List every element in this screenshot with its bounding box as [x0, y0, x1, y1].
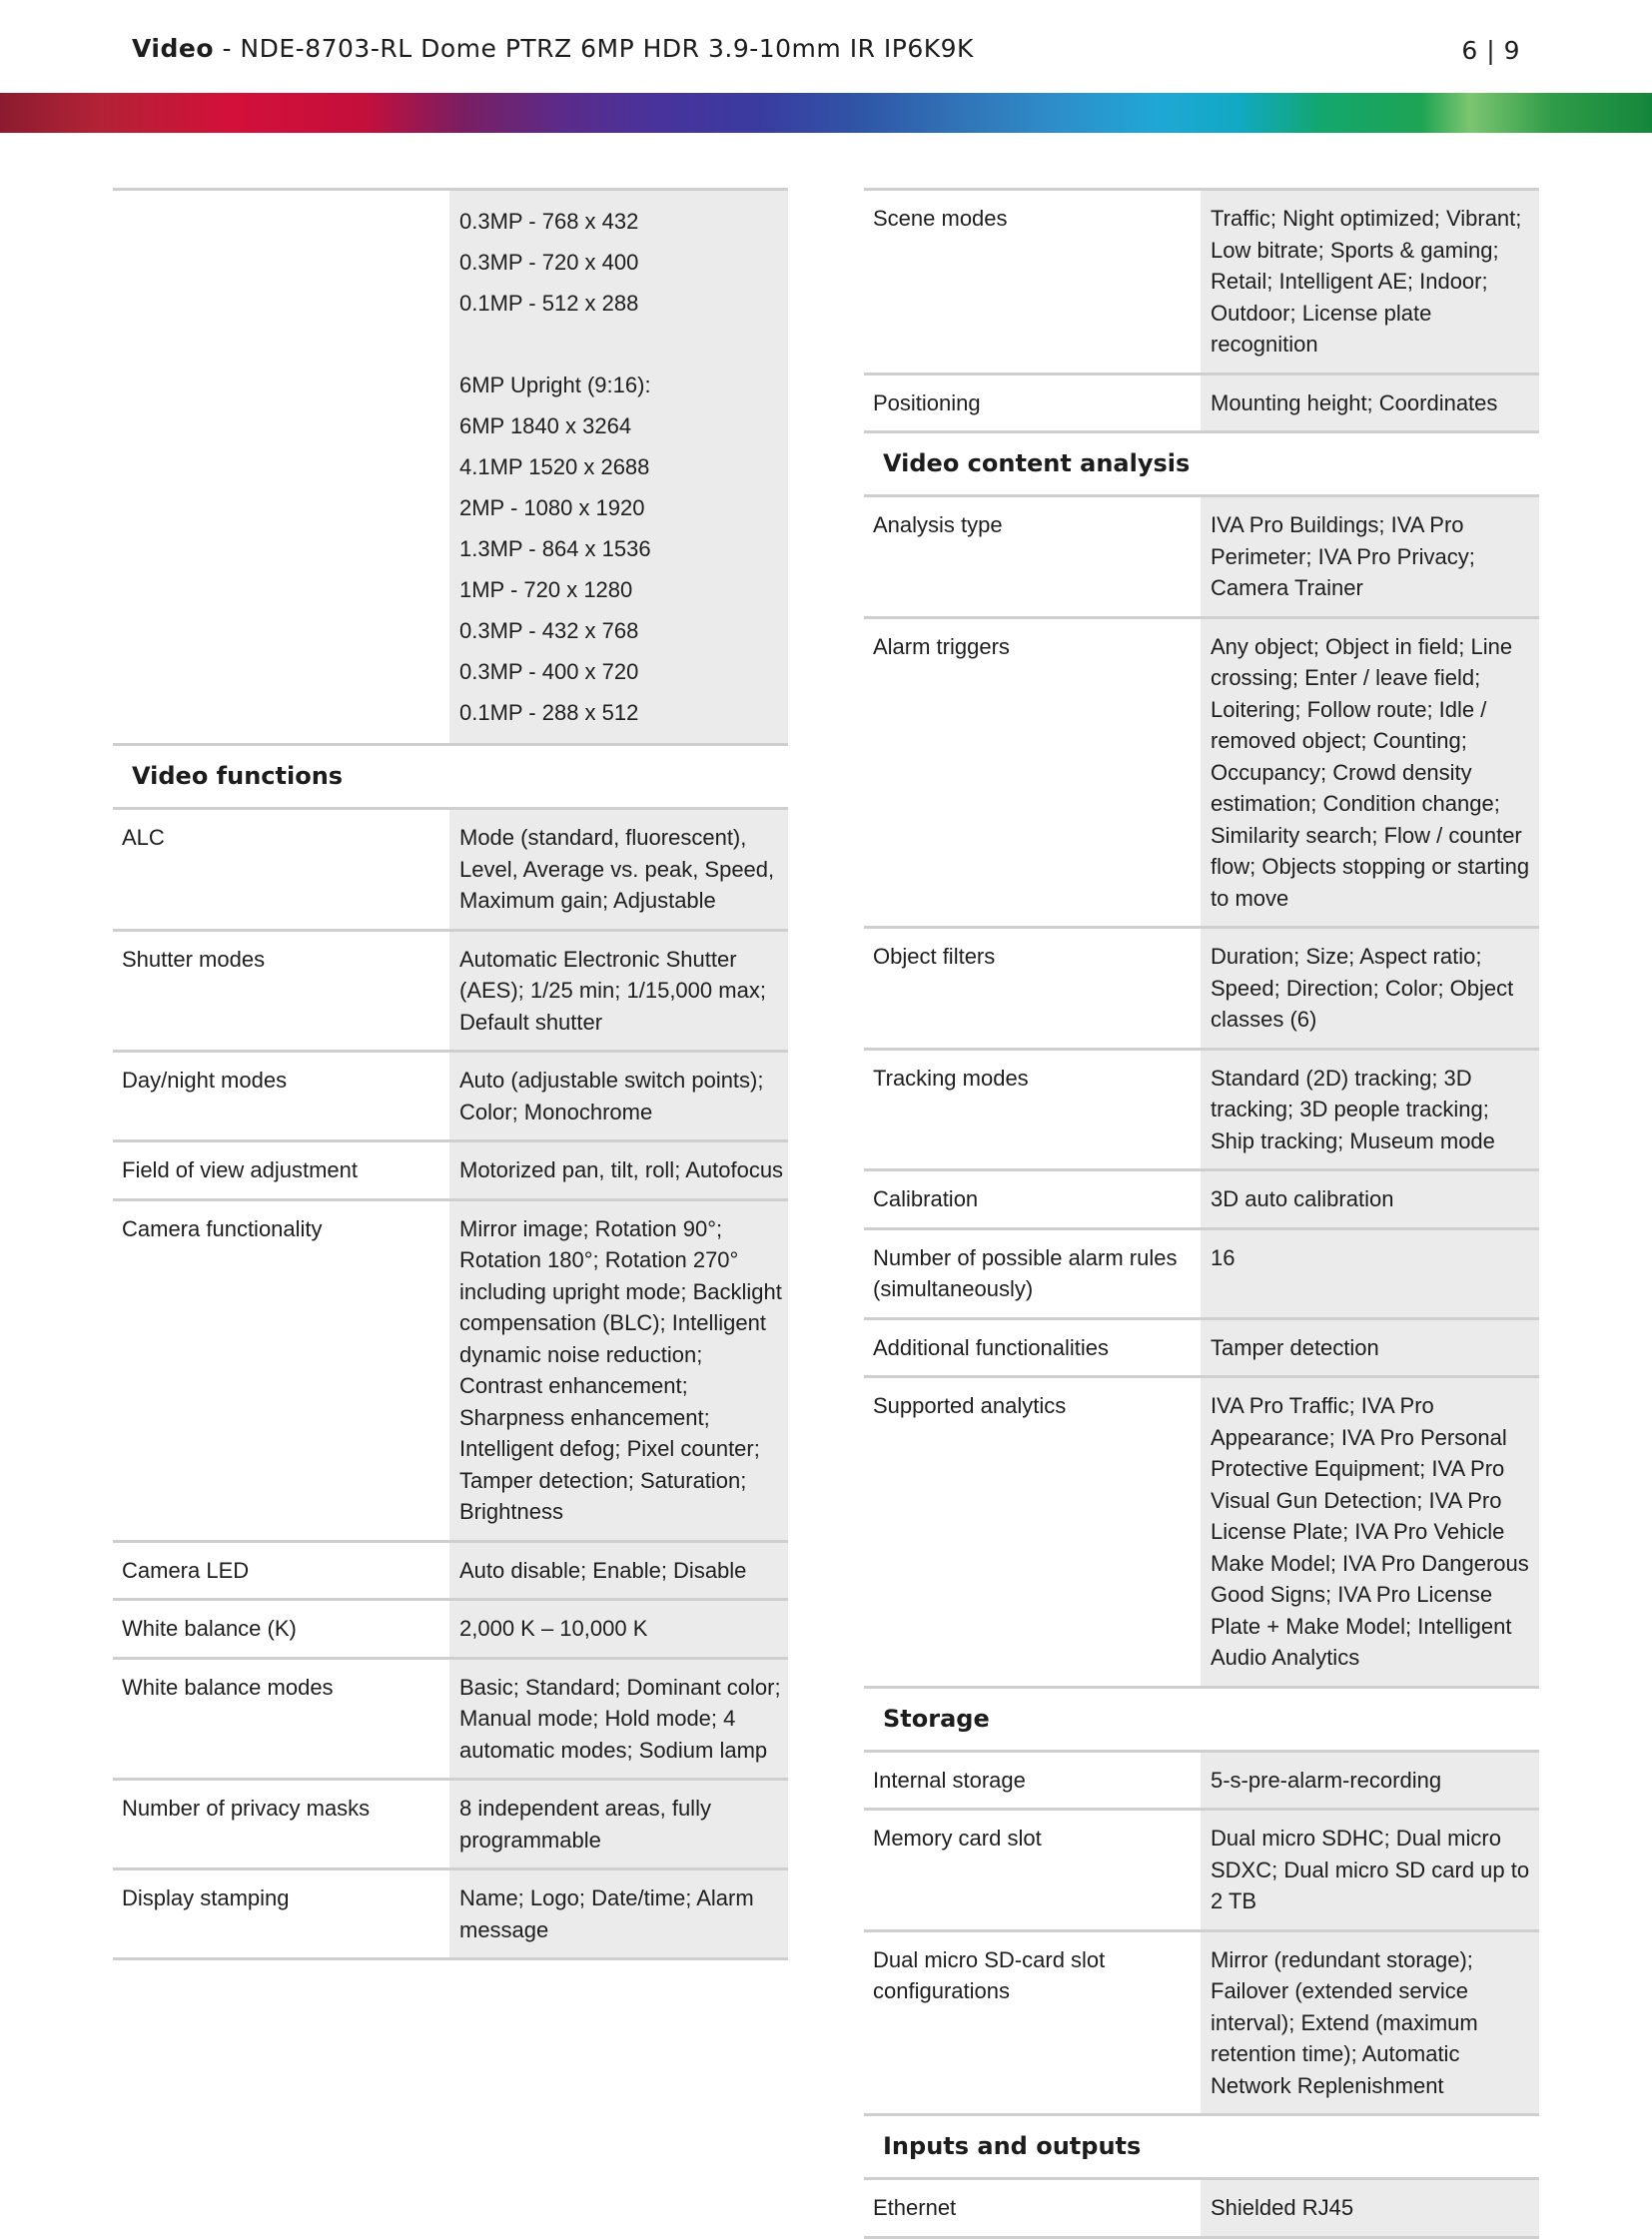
spec-label: Display stamping — [122, 1885, 290, 1910]
spec-label: Scene modes — [873, 206, 1008, 231]
spec-label: White balance (K) — [122, 1616, 297, 1641]
spec-label: Positioning — [873, 389, 981, 415]
spec-row — [864, 926, 1539, 1048]
spec-value: Mirror image; Rotation 90°; Rotation 180°; Rotation 270° including upright mode; Backlight compensation (BLC); Intelligent dynamic noise reduction; Contrast enhancement; Sharpness enhancement; Intelligent defog; Pixel counter; Tamper detection; Saturation; Brightness — [449, 1201, 788, 1540]
spec-row — [113, 1867, 788, 1960]
spec-value: Tamper detection — [1201, 1320, 1539, 1376]
spec-value: Dual micro SDHC; Dual micro SDXC; Dual micro SD card up to 2 TB — [1201, 1811, 1539, 1929]
spec-row — [113, 1050, 788, 1139]
spec-value: Shielded RJ45 — [1201, 2180, 1539, 2236]
resolution-item: 0.3MP - 720 x 400 — [459, 250, 639, 275]
spec-value: Name; Logo; Date/time; Alarm message — [449, 1870, 788, 1957]
spec-value: Mounting height; Coordinates — [1201, 375, 1539, 431]
spec-value: Any object; Object in field; Line crossing; Enter / leave field; Loitering; Follow route; Idle / removed object; Counting; Occupancy; Crowd density estimation; Condition change; Similarity search; Flow / counter flow; Objects stopping or starting to move — [1201, 619, 1539, 927]
resolution-item: 6MP Upright (9:16): — [459, 373, 651, 397]
resolution-item: 1MP - 720 x 1280 — [459, 577, 633, 602]
spec-label: Dual micro SD-card slot configurations — [873, 1946, 1106, 2003]
spec-row — [864, 1750, 1539, 1809]
document-title-product: - NDE-8703-RL Dome PTRZ 6MP HDR 3.9-10mm IR IP6K9K — [214, 34, 974, 63]
spec-label: Camera functionality — [122, 1215, 323, 1241]
spec-label: White balance modes — [122, 1674, 334, 1700]
spec-row — [113, 1139, 788, 1198]
spec-row-resolutions — [113, 188, 788, 743]
spec-value: 16 — [1201, 1230, 1539, 1317]
spec-value: Automatic Electronic Shutter (AES); 1/25 min; 1/15,000 max; Default shutter — [449, 932, 788, 1051]
spec-label: Number of possible alarm rules (simultaneously) — [873, 1244, 1178, 1301]
spec-row — [113, 1657, 788, 1779]
spec-row — [864, 373, 1539, 431]
spec-label: Ethernet — [873, 2195, 957, 2220]
spec-row — [864, 2177, 1539, 2239]
spec-row — [864, 1168, 1539, 1227]
spec-label: Internal storage — [873, 1767, 1026, 1793]
spec-value: IVA Pro Traffic; IVA Pro Appearance; IVA Pro Personal Protective Equipment; IVA Pro Visual Gun Detection; IVA Pro License Plate; IVA Pro Vehicle Make Model; IVA Pro Dangerous Good Signs; IVA Pro License Plate + Make Model; Intelligent Audio Analytics — [1201, 1378, 1539, 1686]
spec-row — [864, 1929, 1539, 2114]
resolution-item: 0.3MP - 400 x 720 — [459, 659, 639, 684]
spec-label: Camera LED — [122, 1557, 250, 1583]
document-title-category: Video — [132, 34, 215, 63]
spec-row — [864, 1048, 1539, 1169]
resolution-item: 4.1MP 1520 x 2688 — [459, 454, 650, 479]
left-column — [113, 188, 788, 1960]
resolution-item: 0.3MP - 768 x 432 — [459, 209, 639, 234]
spec-row — [113, 1198, 788, 1540]
spec-row — [113, 807, 788, 929]
spec-label: Alarm triggers — [873, 633, 1010, 659]
spec-value: 2,000 K – 10,000 K — [449, 1601, 788, 1657]
resolution-item: 6MP 1840 x 3264 — [459, 413, 632, 438]
spec-label: Number of privacy masks — [122, 1796, 371, 1821]
brand-color-band — [0, 93, 1652, 133]
spec-label: Shutter modes — [122, 946, 266, 972]
spec-value: 3D auto calibration — [1201, 1171, 1539, 1227]
section-heading-video-content-analysis: Video content analysis — [864, 430, 1539, 494]
spec-label: Calibration — [873, 1186, 979, 1211]
resolution-gap — [459, 324, 784, 365]
resolution-item: 0.1MP - 512 x 288 — [459, 291, 639, 316]
spec-value: Duration; Size; Aspect ratio; Speed; Direction; Color; Object classes (6) — [1201, 929, 1539, 1048]
spec-label: Supported analytics — [873, 1393, 1067, 1418]
page-header — [132, 34, 1520, 70]
spec-label: ALC — [122, 825, 165, 850]
spec-label: Day/night modes — [122, 1068, 288, 1093]
spec-value: Mode (standard, fluorescent), Level, Average vs. peak, Speed, Maximum gain; Adjustable — [449, 810, 788, 929]
spec-row — [864, 1317, 1539, 1376]
spec-label: Object filters — [873, 944, 996, 969]
spec-label: Field of view adjustment — [122, 1157, 358, 1182]
spec-value: Standard (2D) tracking; 3D tracking; 3D people tracking; Ship tracking; Museum mode — [1201, 1051, 1539, 1169]
spec-value: IVA Pro Buildings; IVA Pro Perimeter; IVA Pro Privacy; Camera Trainer — [1201, 497, 1539, 616]
spec-row — [113, 929, 788, 1051]
spec-row — [113, 1540, 788, 1599]
resolution-item: 2MP - 1080 x 1920 — [459, 495, 645, 520]
section-heading-video-functions: Video functions — [113, 743, 788, 807]
spec-row — [864, 1227, 1539, 1317]
spec-label: Analysis type — [873, 512, 1003, 537]
right-column — [864, 188, 1539, 2239]
section-heading-storage: Storage — [864, 1686, 1539, 1750]
section-heading-inputs-outputs: Inputs and outputs — [864, 2113, 1539, 2177]
resolution-item: 1.3MP - 864 x 1536 — [459, 536, 651, 561]
spec-row — [864, 1375, 1539, 1686]
spec-value: Motorized pan, tilt, roll; Autofocus — [449, 1142, 788, 1198]
spec-value: Basic; Standard; Dominant color; Manual mode; Hold mode; 4 automatic modes; Sodium lamp — [449, 1660, 788, 1779]
spec-value: Mirror (redundant storage); Failover (extended service interval); Extend (maximum retention time); Automatic Network Replenishment — [1201, 1932, 1539, 2114]
spec-row — [864, 494, 1539, 616]
page-number: 6 | 9 — [1461, 36, 1520, 65]
spec-label: Tracking modes — [873, 1065, 1029, 1091]
spec-label — [113, 191, 449, 743]
spec-value: Traffic; Night optimized; Vibrant; Low bitrate; Sports & gaming; Retail; Intelligent AE; Indoor; Outdoor; License plate recognition — [1201, 191, 1539, 373]
spec-label: Memory card slot — [873, 1826, 1042, 1851]
spec-value: 8 independent areas, fully programmable — [449, 1781, 788, 1867]
spec-row — [113, 1598, 788, 1657]
spec-label: Additional functionalities — [873, 1334, 1110, 1360]
resolution-item: 0.1MP - 288 x 512 — [459, 700, 639, 725]
spec-row — [864, 188, 1539, 373]
spec-value: Auto (adjustable switch points); Color; Monochrome — [449, 1053, 788, 1139]
spec-row — [864, 1808, 1539, 1929]
spec-value-resolutions — [449, 191, 788, 743]
document-title — [132, 34, 974, 63]
spec-value: Auto disable; Enable; Disable — [449, 1543, 788, 1599]
spec-row — [864, 616, 1539, 927]
spec-value: 5-s-pre-alarm-recording — [1201, 1753, 1539, 1809]
spec-row — [113, 1778, 788, 1867]
resolution-item: 0.3MP - 432 x 768 — [459, 618, 639, 643]
